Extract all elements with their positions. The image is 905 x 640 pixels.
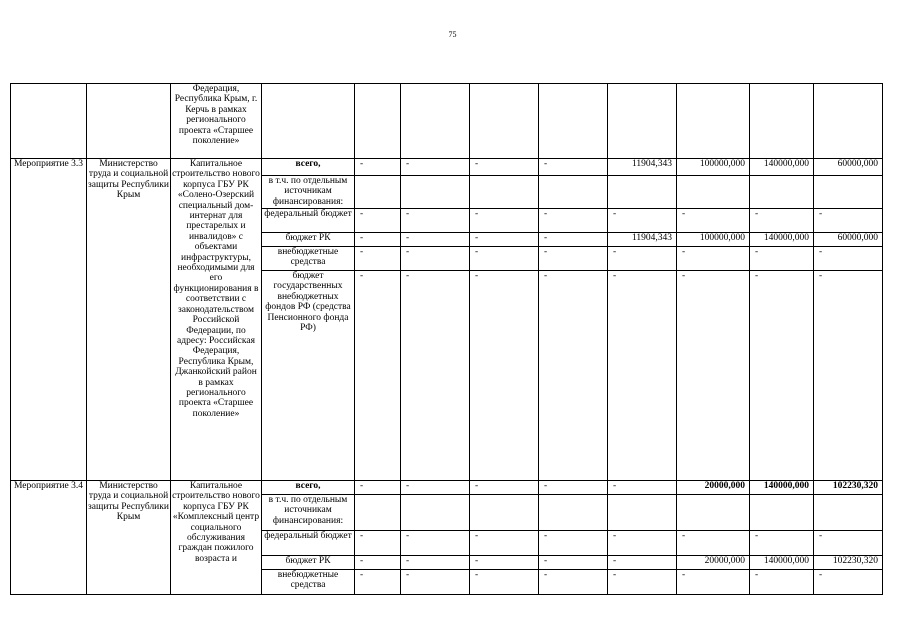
value-cell: - [539, 481, 608, 495]
value-cell: 11904,343 [608, 159, 677, 176]
value-cell [355, 495, 401, 531]
measure-description: Федерация, Республика Крым, г. Керчь в рамках регионального проекта «Старшее поколение» [171, 84, 262, 159]
value-cell: 140000,000 [750, 159, 814, 176]
value-cell: - [539, 271, 608, 481]
value-cell: - [608, 247, 677, 271]
source-label: всего, [262, 159, 355, 176]
value-cell: - [355, 271, 401, 481]
value-cell: - [608, 271, 677, 481]
value-cell: - [750, 209, 814, 233]
value-cell: - [814, 570, 883, 595]
value-cell: - [750, 531, 814, 556]
value-cell: - [470, 481, 539, 495]
value-cell: - [608, 570, 677, 595]
value-cell [355, 176, 401, 209]
value-cell: 11904,343 [608, 233, 677, 247]
value-cell: - [814, 209, 883, 233]
table-row [11, 84, 883, 159]
value-cell: - [355, 570, 401, 595]
source-label: бюджет РК [262, 556, 355, 570]
value-cell [470, 176, 539, 209]
value-cell: 100000,000 [677, 233, 750, 247]
value-cell: - [355, 209, 401, 233]
value-cell: - [814, 271, 883, 481]
value-cell: - [608, 209, 677, 233]
value-cell [470, 495, 539, 531]
value-cell: - [401, 570, 470, 595]
value-cell: - [401, 247, 470, 271]
value-cell: 140000,000 [750, 233, 814, 247]
value-cell: 100000,000 [677, 159, 750, 176]
value-cell: - [401, 159, 470, 176]
value-cell [750, 495, 814, 531]
value-cell: - [677, 247, 750, 271]
value-cell: - [539, 209, 608, 233]
value-cell [814, 176, 883, 209]
value-cell: - [355, 159, 401, 176]
value-cell [608, 176, 677, 209]
value-cell [677, 176, 750, 209]
table-row [11, 159, 883, 176]
value-cell: - [539, 556, 608, 570]
value-cell: - [814, 247, 883, 271]
value-cell: - [608, 556, 677, 570]
measure-name: Мероприятие 3.4 [11, 481, 87, 595]
source-label: федеральный бюджет [262, 531, 355, 556]
value-cell: - [470, 209, 539, 233]
value-cell: - [401, 531, 470, 556]
source-label: федеральный бюджет [262, 209, 355, 233]
value-cell: - [677, 209, 750, 233]
value-cell: - [470, 233, 539, 247]
value-cell: - [401, 271, 470, 481]
source-label: внебюджетные средства [262, 247, 355, 271]
value-cell: - [355, 531, 401, 556]
value-cell: - [539, 531, 608, 556]
value-cell: - [470, 159, 539, 176]
value-cell [677, 495, 750, 531]
value-cell: 20000,000 [677, 556, 750, 570]
value-cell: - [539, 570, 608, 595]
value-cell: - [470, 556, 539, 570]
value-cell: - [677, 531, 750, 556]
value-cell: 60000,000 [814, 159, 883, 176]
value-cell [608, 495, 677, 531]
value-cell: - [355, 556, 401, 570]
value-cell: - [750, 570, 814, 595]
source-label: в т.ч. по отдельным источникам финансирования: [262, 176, 355, 209]
source-label: в т.ч. по отдельным источникам финансирования: [262, 495, 355, 531]
value-cell: - [470, 570, 539, 595]
value-cell: - [470, 531, 539, 556]
value-cell: - [401, 233, 470, 247]
source-label: всего, [262, 481, 355, 495]
source-label: внебюджетные средства [262, 570, 355, 595]
measure-name: Мероприятие 3.3 [11, 159, 87, 481]
value-cell: - [608, 481, 677, 495]
value-cell: - [401, 481, 470, 495]
value-cell: - [401, 209, 470, 233]
value-cell [539, 176, 608, 209]
value-cell: - [677, 271, 750, 481]
value-cell: - [470, 271, 539, 481]
value-cell: - [355, 247, 401, 271]
table-row [11, 481, 883, 495]
funding-table [10, 83, 883, 595]
value-cell [750, 176, 814, 209]
measure-executor: Министерство труда и социальной защиты Республики Крым [87, 159, 171, 481]
value-cell [814, 495, 883, 531]
source-label: бюджет РК [262, 233, 355, 247]
value-cell: 60000,000 [814, 233, 883, 247]
source-label: бюджет государственных внебюджетных фондов РФ (средства Пенсионного фонда РФ) [262, 271, 355, 481]
value-cell [401, 495, 470, 531]
value-cell: - [470, 247, 539, 271]
value-cell: 20000,000 [677, 481, 750, 495]
value-cell: 140000,000 [750, 481, 814, 495]
value-cell: 102230,320 [814, 556, 883, 570]
value-cell: - [539, 233, 608, 247]
value-cell: - [750, 247, 814, 271]
value-cell [401, 176, 470, 209]
value-cell: - [608, 531, 677, 556]
value-cell: - [677, 570, 750, 595]
value-cell: - [539, 159, 608, 176]
measure-description: Капитальное строительство нового корпуса ГБУ РК «Комплексный центр социального обслуживания граждан пожилого возраста и [171, 481, 262, 595]
value-cell: - [355, 233, 401, 247]
value-cell: - [539, 247, 608, 271]
value-cell: 140000,000 [750, 556, 814, 570]
measure-executor: Министерство труда и социальной защиты Республики Крым [87, 481, 171, 595]
value-cell: - [355, 481, 401, 495]
value-cell: 102230,320 [814, 481, 883, 495]
value-cell [539, 495, 608, 531]
value-cell: - [814, 531, 883, 556]
value-cell: - [750, 271, 814, 481]
measure-description: Капитальное строительство нового корпуса ГБУ РК «Солено-Озерский специальный дом-интернат для престарелых и инвалидов» с объектами инфраструктуры, необходимыми для его функционирования в соответствии с законодательством Российской Федерации, по адресу: Российская Федерация, Республика Крым, Джанкойский район в рамках регионального проекта «Старшее поколение» [171, 159, 262, 481]
value-cell: - [401, 556, 470, 570]
page-number: 75 [448, 30, 457, 39]
